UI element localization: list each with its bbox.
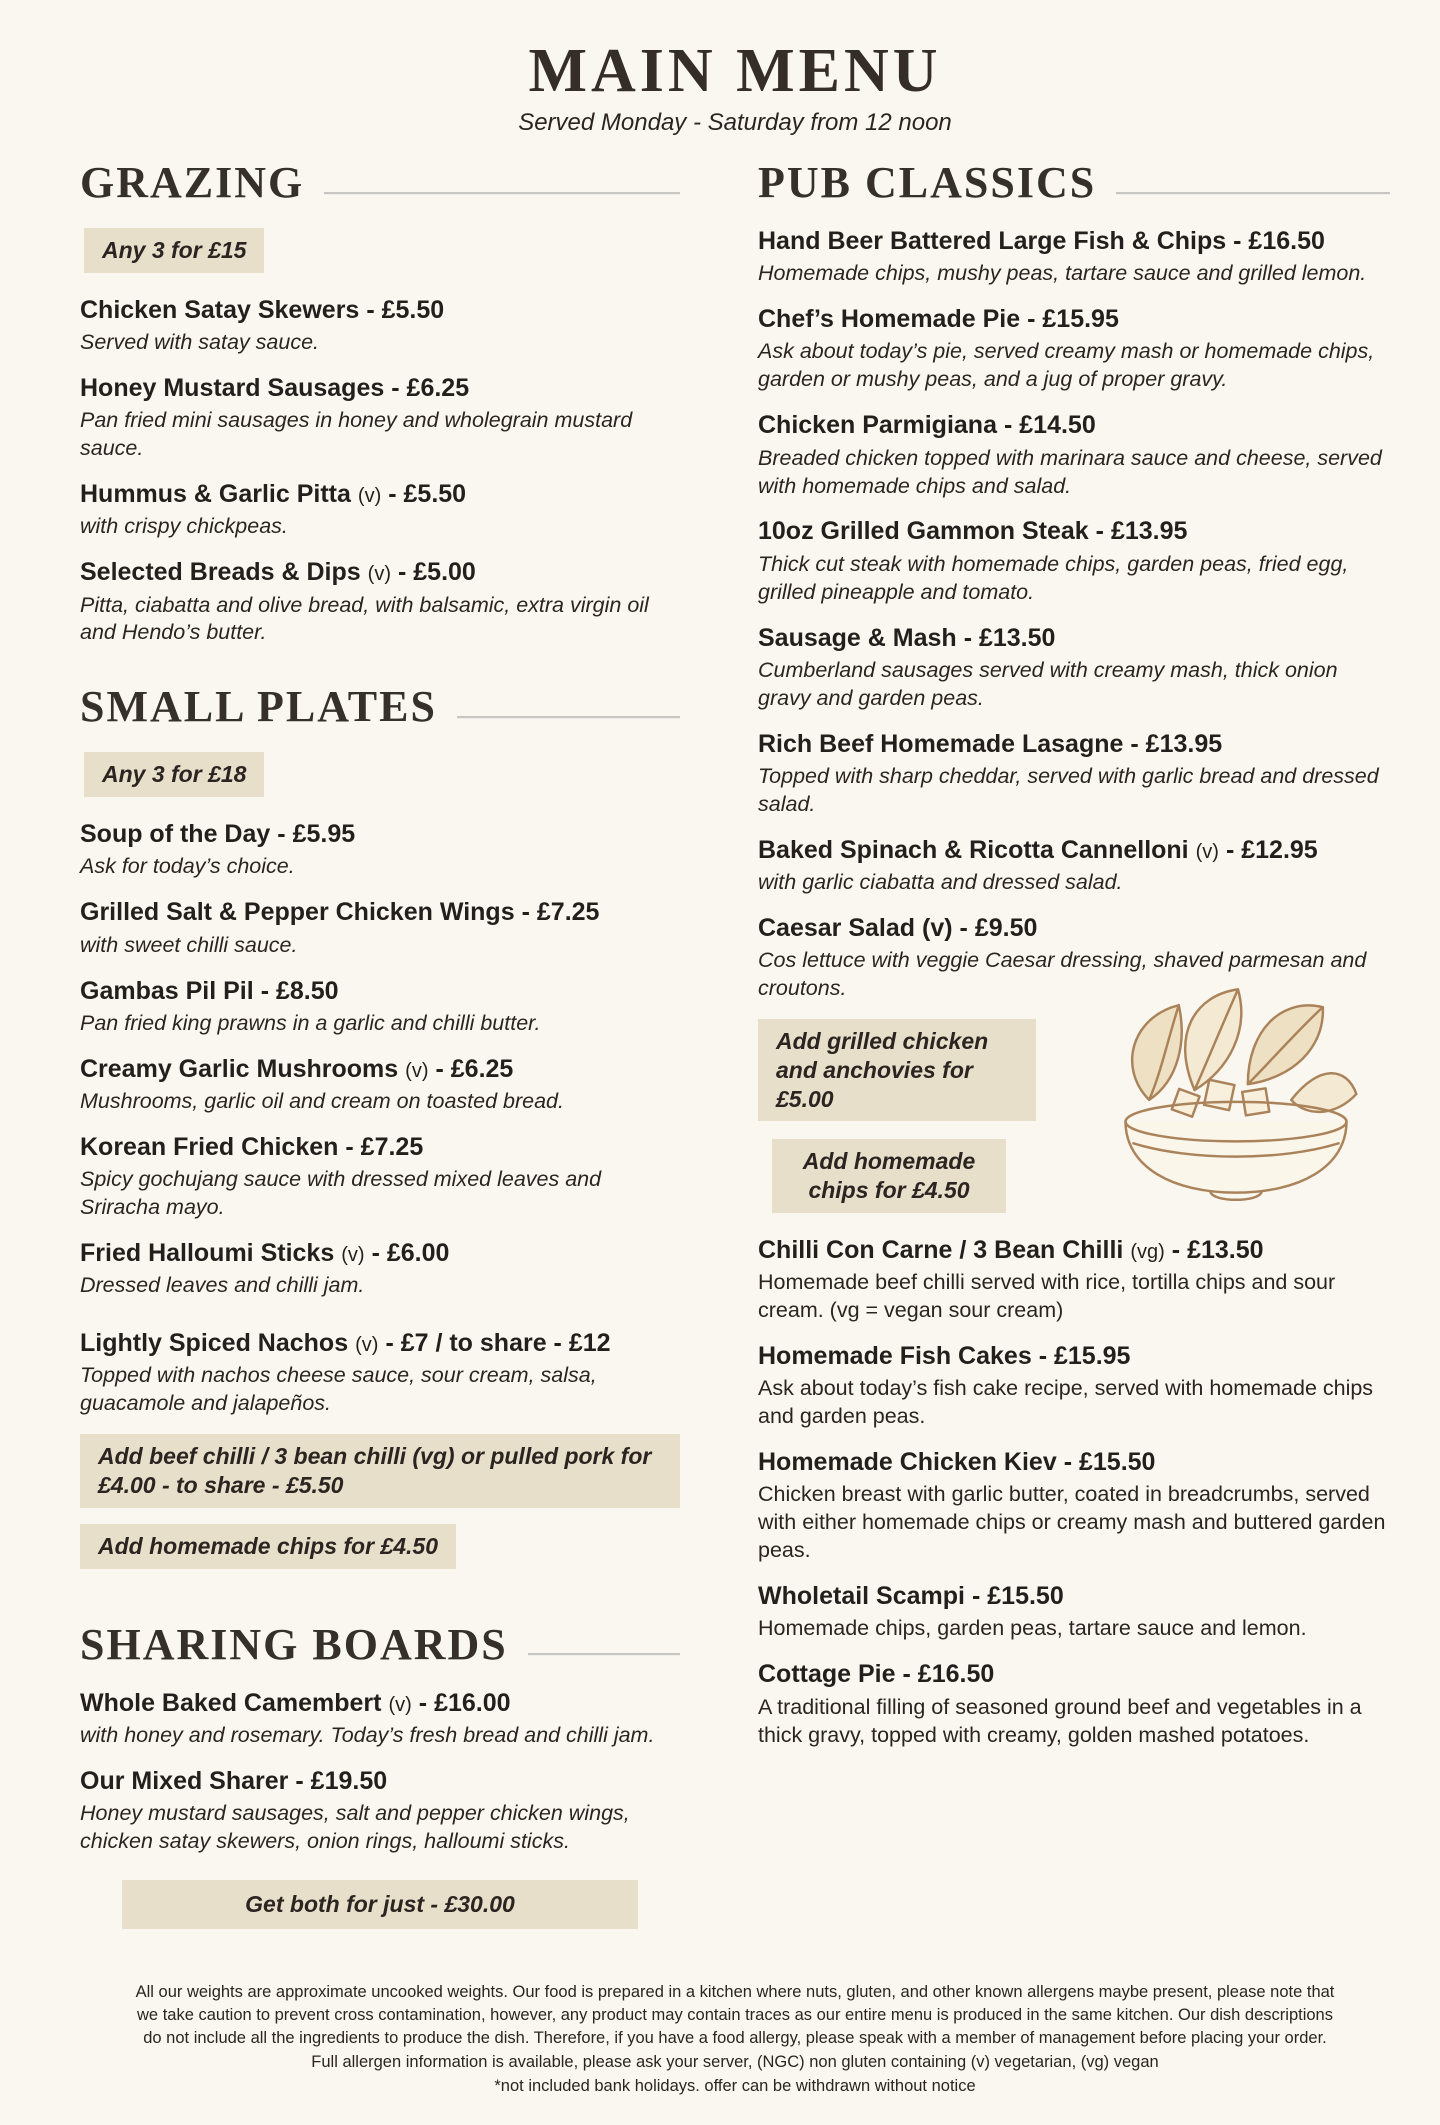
item-title — [80, 1132, 680, 1163]
item-description: Breaded chicken topped with marinara sauce and cheese, served with homemade chips and salad. — [758, 445, 1382, 498]
item-title — [80, 479, 680, 510]
item-price: - £14.50 — [1003, 411, 1096, 440]
section-title: GRAZING — [80, 158, 305, 207]
item-description: Pan fried mini sausages in honey and wholegrain mustard sauce. — [80, 408, 633, 461]
item-price: - £5.00 — [398, 558, 476, 587]
item-name: Caesar Salad (v) — [758, 914, 953, 942]
item-price: - £6.00 — [371, 1239, 450, 1267]
item-name: Sausage & Mash — [758, 623, 957, 652]
item-name: Creamy Garlic Mushrooms — [80, 1054, 399, 1083]
menu-item — [758, 835, 1390, 897]
item-price: - £13.95 — [1130, 729, 1223, 758]
item-title — [758, 1659, 1390, 1690]
item-price: - £7.25 — [521, 898, 600, 927]
menu-item — [80, 295, 680, 357]
diet-marker: (v) — [405, 1059, 429, 1082]
item-name: Whole Baked Camembert — [80, 1688, 382, 1717]
section-title: SMALL PLATES — [80, 682, 437, 732]
menu-item — [758, 226, 1390, 288]
section-pub-classics — [758, 157, 1390, 1750]
menu-item — [80, 1238, 680, 1300]
item-name: Homemade Chicken Kiev — [758, 1448, 1057, 1477]
menu-item — [758, 623, 1390, 713]
item-description: with crispy chickpeas. — [80, 514, 288, 539]
item-title — [758, 1447, 1390, 1478]
item-name: Gambas Pil Pil — [80, 976, 254, 1005]
item-description: Topped with sharp cheddar, served with garlic bread and dressed salad. — [758, 763, 1379, 816]
item-description: Cos lettuce with veggie Caesar dressing, shaved parmesan and croutons. — [758, 948, 1367, 1001]
item-title — [758, 835, 1390, 866]
item-price: - £15.95 — [1027, 305, 1119, 334]
menu-item — [80, 1688, 680, 1750]
item-name: Lightly Spiced Nachos — [80, 1329, 349, 1358]
heading-rule — [528, 1653, 680, 1655]
diet-marker: (v) — [355, 1334, 379, 1357]
item-title — [758, 516, 1390, 547]
item-title — [758, 304, 1390, 335]
item-name: Chicken Satay Skewers — [80, 295, 360, 324]
item-price: - £9.50 — [959, 914, 1038, 942]
item-name: Korean Fried Chicken — [80, 1132, 339, 1161]
item-description: A traditional filling of seasoned ground beef and vegetables in a thick gravy, topped with creamy, golden mashed potatoes. — [758, 1694, 1362, 1747]
item-price: - £6.25 — [435, 1054, 514, 1083]
menu-columns — [80, 157, 1390, 1963]
item-price: - £8.50 — [260, 976, 339, 1005]
item-name: 10oz Grilled Gammon Steak — [758, 517, 1089, 546]
item-description: with honey and rosemary. Today’s fresh bread and chilli jam. — [80, 1722, 655, 1747]
item-name: Chilli Con Carne / 3 Bean Chilli — [758, 1235, 1124, 1264]
item-description: Ask about today’s pie, served creamy mash or homemade chips, garden or mushy peas, and a jug of proper gravy. — [758, 339, 1375, 392]
page-title: MAIN MENU — [528, 37, 942, 105]
addons-with-illustration — [758, 1019, 1390, 1213]
item-title — [758, 623, 1390, 654]
item-name: Honey Mustard Sausages — [80, 373, 385, 402]
item-description: Ask for today’s choice. — [80, 854, 295, 879]
item-description: Dressed leaves and chilli jam. — [80, 1273, 365, 1298]
item-name: Wholetail Scampi — [758, 1582, 965, 1611]
item-description: Cumberland sausages served with creamy mash, thick onion gravy and garden peas. — [758, 657, 1338, 710]
section-heading — [80, 1619, 680, 1670]
menu-item — [758, 304, 1390, 394]
menu-item — [80, 479, 680, 541]
item-title — [80, 1688, 680, 1719]
addon-badge: Add beef chilli / 3 bean chilli (vg) or pulled pork for £4.00 - to share - £5.50 — [80, 1434, 680, 1508]
right-column — [758, 157, 1390, 1784]
offer-badge: Any 3 for £15 — [84, 228, 264, 273]
menu-item — [80, 897, 680, 959]
item-name: Selected Breads & Dips — [80, 558, 361, 587]
item-price: - £16.50 — [902, 1660, 995, 1689]
diet-marker: (vg) — [1130, 1240, 1165, 1263]
item-price: - £7.25 — [345, 1132, 424, 1161]
item-price: - £12.95 — [1225, 835, 1318, 864]
offer-badge: Any 3 for £18 — [84, 752, 264, 797]
item-title — [80, 819, 680, 850]
item-description: Ask about today’s fish cake recipe, served with homemade chips and garden peas. — [758, 1376, 1374, 1429]
item-price: - £5.50 — [388, 480, 467, 509]
menu-item — [80, 1766, 680, 1856]
item-price: - £19.50 — [295, 1766, 388, 1795]
item-title — [758, 913, 1390, 944]
menu-item — [758, 729, 1390, 819]
page-subtitle: Served Monday - Saturday from 12 noon — [518, 109, 952, 136]
addons — [80, 1434, 680, 1584]
addon-badge: Add homemade chips for £4.50 — [80, 1524, 456, 1569]
item-price: - £13.50 — [963, 623, 1056, 652]
menu-item — [758, 1659, 1390, 1749]
item-price: - £16.00 — [418, 1688, 511, 1717]
menu-item — [80, 976, 680, 1038]
item-title — [80, 1766, 680, 1797]
item-name: Cottage Pie — [758, 1660, 896, 1689]
addon-badge: Add homemade chips for £4.50 — [772, 1139, 1006, 1213]
item-description: Mushrooms, garlic oil and cream on toasted bread. — [80, 1088, 564, 1113]
item-description: Thick cut steak with homemade chips, garden peas, fried egg, grilled pineapple and tomato. — [758, 551, 1349, 604]
item-title — [80, 976, 680, 1007]
item-description: Homemade chips, garden peas, tartare sauce and lemon. — [758, 1616, 1307, 1641]
item-name: Fried Halloumi Sticks — [80, 1239, 335, 1267]
item-title — [758, 1235, 1390, 1266]
item-description: Topped with nachos cheese sauce, sour cream, salsa, guacamole and jalapeños. — [80, 1363, 597, 1416]
item-description: Homemade beef chilli served with rice, tortilla chips and sour cream. (vg = vegan sour cream) — [758, 1270, 1336, 1323]
left-column — [80, 157, 680, 1963]
section-sharing-boards — [80, 1619, 680, 1929]
offer-disclaimer: *not included bank holidays. offer can be withdrawn without notice — [494, 2077, 976, 2096]
menu-item — [80, 1328, 680, 1418]
section-grazing — [80, 157, 680, 647]
menu-item — [758, 410, 1390, 500]
item-title — [80, 295, 680, 326]
item-name: Hummus & Garlic Pitta — [80, 480, 351, 509]
item-price: - £16.50 — [1233, 227, 1325, 255]
heading-rule — [324, 192, 680, 194]
menu-item — [80, 1132, 680, 1222]
item-name: Baked Spinach & Ricotta Cannelloni — [758, 835, 1189, 864]
menu-item — [758, 1447, 1390, 1565]
item-description: Pitta, ciabatta and olive bread, with balsamic, extra virgin oil and Hendo’s butter. — [80, 592, 649, 645]
item-price: - £13.50 — [1171, 1235, 1264, 1264]
menu-item — [80, 373, 680, 463]
footer — [80, 1981, 1390, 2099]
diet-marker: (v) — [1195, 840, 1219, 863]
item-name: Rich Beef Homemade Lasagne — [758, 729, 1124, 758]
item-title — [758, 226, 1390, 257]
item-price: - £7 / to share - £12 — [385, 1329, 611, 1358]
addons — [758, 1019, 1036, 1213]
addon-badge: Add grilled chicken and anchovies for £5.00 — [758, 1019, 1036, 1121]
item-title — [758, 1581, 1390, 1612]
item-title — [80, 1238, 680, 1269]
item-price: - £15.50 — [1063, 1448, 1156, 1477]
item-price: - £13.95 — [1095, 517, 1188, 546]
item-price: - £5.95 — [277, 820, 356, 849]
item-title — [758, 729, 1390, 760]
section-title: SHARING BOARDS — [80, 1619, 508, 1669]
item-price: - £6.25 — [391, 373, 470, 402]
item-title — [80, 373, 680, 404]
menu-item — [80, 819, 680, 881]
menu-item — [758, 1341, 1390, 1431]
item-name: Our Mixed Sharer — [80, 1766, 289, 1795]
menu-item — [758, 516, 1390, 606]
section-heading — [80, 681, 680, 732]
salad-bowl-illustration — [1088, 973, 1384, 1211]
item-description: with sweet chilli sauce. — [80, 932, 298, 957]
item-name: Soup of the Day — [80, 820, 271, 849]
item-description: Spicy gochujang sauce with dressed mixed leaves and Sriracha mayo. — [80, 1167, 602, 1220]
item-name: Chicken Parmigiana — [758, 411, 997, 440]
combo-offer-badge: Get both for just - £30.00 — [122, 1880, 638, 1929]
item-title — [80, 1054, 680, 1085]
section-heading — [80, 157, 680, 208]
item-title — [80, 897, 680, 928]
heading-rule — [1116, 192, 1390, 194]
item-title — [80, 1328, 680, 1359]
diet-marker: (v) — [367, 563, 391, 586]
section-heading — [758, 157, 1390, 208]
item-description: Honey mustard sausages, salt and pepper chicken wings, chicken satay skewers, onion rings, halloumi sticks. — [80, 1801, 630, 1853]
item-description: Served with satay sauce. — [80, 330, 320, 354]
item-title — [758, 410, 1390, 441]
item-name: Homemade Fish Cakes — [758, 1342, 1032, 1370]
item-name: Chef’s Homemade Pie — [758, 305, 1021, 334]
menu-item — [758, 1581, 1390, 1643]
item-title — [80, 557, 680, 588]
menu-item — [758, 1235, 1390, 1325]
menu-header — [80, 36, 1390, 137]
item-price: - £15.95 — [1038, 1342, 1131, 1370]
item-name: Hand Beer Battered Large Fish & Chips — [758, 227, 1227, 255]
item-description: Homemade chips, mushy peas, tartare sauce and grilled lemon. — [758, 261, 1367, 286]
item-name: Grilled Salt & Pepper Chicken Wings — [80, 898, 515, 927]
menu-item — [80, 1054, 680, 1116]
item-price: - £5.50 — [366, 295, 445, 324]
item-description: with garlic ciabatta and dressed salad. — [758, 870, 1123, 895]
section-small-plates — [80, 681, 680, 1584]
menu-item — [80, 557, 680, 647]
diet-marker: (v) — [388, 1693, 412, 1716]
diet-marker: (v) — [357, 485, 382, 508]
item-title — [758, 1341, 1390, 1372]
item-description: Chicken breast with garlic butter, coated in breadcrumbs, served with either homemade chips or creamy mash and buttered garden peas. — [758, 1482, 1386, 1563]
section-title: PUB CLASSICS — [758, 158, 1097, 207]
allergen-notice: All our weights are approximate uncooked weights. Our food is prepared in a kitchen where nuts, gluten, and other known allergens maybe present, please note that we take caution to prevent cross contamination, however, any product may contain traces as our entire menu is produced in the same kitchen. Our dish descriptions do not include all the ingredients to produce the dish. Therefore, if you have a food allergy, please speak with a member of management before placing your order. Full allergen information is available, please ask your server, (NGC) non gluten containing (v) vegetarian, (vg) vegan — [135, 1982, 1335, 2071]
heading-rule — [457, 716, 680, 718]
item-description: Pan fried king prawns in a garlic and chilli butter. — [80, 1010, 541, 1035]
item-price: - £15.50 — [971, 1582, 1064, 1611]
diet-marker: (v) — [341, 1244, 365, 1266]
